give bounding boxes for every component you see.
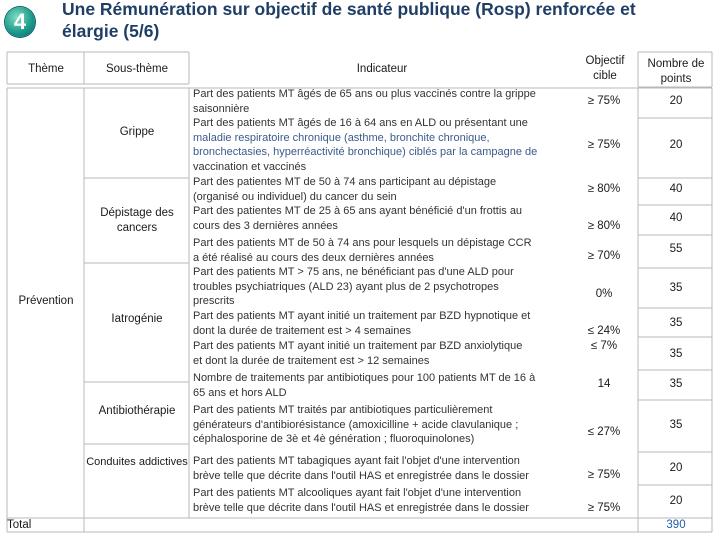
target-value: ≥ 75% (587, 95, 621, 107)
indicator-line: 65 ans et hors ALD (193, 386, 287, 399)
indicator-line: Part des patients MT > 75 ans, ne bénéficiant pas d'une ALD pour (193, 266, 514, 278)
points-value: 35 (669, 348, 683, 360)
target-value: ≥ 75% (587, 469, 621, 481)
theme-prevention: Prévention (18, 295, 74, 307)
total-label: Total (7, 519, 32, 531)
target-value: ≥ 80% (587, 183, 621, 195)
indicator-row-7 (193, 309, 571, 338)
indicator-row-8 (193, 339, 571, 368)
subtheme-grippe: Grippe (119, 126, 155, 138)
indicator-line: Part des patientes MT de 50 à 74 ans participant au dépistage (193, 176, 497, 188)
indicator-line: maladie respiratoire chronique (asthme, bronchite chronique, (193, 131, 490, 144)
target-value: ≤ 27% (587, 426, 621, 438)
target-value: 0% (595, 288, 613, 300)
indicator-line: Part des patients MT alcooliques ayant fait l'objet d'une intervention (193, 487, 522, 499)
points-value: 20 (669, 462, 683, 474)
points-value: 35 (669, 419, 683, 431)
subtheme-conduites-addictives: Conduites addictives (86, 456, 188, 468)
points-value: 55 (669, 243, 683, 255)
indicator-line: Part des patients MT âgés de 65 ans ou plus vaccinés contre la grippe (193, 88, 536, 100)
points-value: 20 (669, 95, 683, 107)
target-value: ≤ 24% (587, 325, 621, 337)
target-value: ≥ 70% (587, 250, 621, 262)
indicator-row-9 (193, 371, 571, 400)
indicator-line: prescrits (193, 295, 235, 307)
indicator-row-1 (193, 87, 571, 116)
target-value: ≤ 7% (590, 340, 618, 352)
target-value: ≥ 75% (587, 139, 621, 151)
indicator-row-2 (193, 116, 571, 174)
indicator-row-3 (193, 175, 571, 204)
header-points: Nombre de points (647, 58, 705, 85)
target-value: 14 (597, 378, 611, 390)
points-value: 35 (669, 378, 683, 390)
indicator-line: vaccination et vaccinés (193, 160, 307, 173)
target-value: ≥ 75% (587, 502, 621, 514)
indicator-line: Part des patients MT ayant initié un traitement par BZD hypnotique et (193, 310, 531, 322)
points-value: 35 (669, 282, 683, 294)
indicator-line: brève telle que décrite dans l'outil HAS et enregistrée dans le dossier (193, 501, 529, 514)
target-value: ≥ 80% (587, 220, 621, 232)
total-points: 390 (666, 519, 686, 531)
indicator-line: générateurs d'antibiorésistance (amoxicilline + acide clavulanique ; (193, 418, 519, 431)
indicator-row-6 (193, 265, 571, 309)
header-theme: Thème (28, 63, 64, 75)
indicator-line: Part des patients MT tabagiques ayant fait l'objet d'une intervention (193, 455, 520, 467)
indicator-line: Part des patientes MT de 25 à 65 ans ayant bénéficié d'un frottis au (193, 205, 523, 217)
indicator-line: saisonnière (193, 102, 250, 115)
indicator-row-12 (193, 486, 571, 515)
indicator-line: Part des patients MT âgés de 16 à 64 ans en ALD ou présentant une (193, 117, 528, 129)
slide-number-badge: 4 (5, 7, 35, 37)
indicator-line: a été réalisé au cours des deux dernières années (193, 251, 434, 264)
indicator-line: dont la durée de traitement est > 4 semaines (193, 324, 411, 337)
indicator-line: Nombre de traitements par antibiotiques pour 100 patients MT de 16 à (193, 372, 536, 384)
indicator-line: brève telle que décrite dans l'outil HAS et enregistrée dans le dossier (193, 469, 529, 482)
slide-title-line1: Une Rémunération sur objectif de santé publique (Rosp) renforcée et (62, 0, 636, 19)
indicator-line: et dont la durée de traitement est > 12 semaines (193, 354, 430, 367)
indicator-line: céphalosporine de 3è et 4è génération ; fluoroquinolones) (193, 433, 475, 445)
subtheme-depistage: Dépistage des cancers (100, 207, 174, 234)
subtheme-iatrogenie: Iatrogénie (111, 313, 163, 325)
points-value: 20 (669, 139, 683, 151)
indicator-line: Part des patients MT ayant initié un traitement par BZD anxiolytique (193, 340, 523, 352)
indicator-line: Part des patients MT traités par antibiotiques particulièrement (193, 404, 493, 416)
header-indicator: Indicateur (356, 63, 408, 75)
indicator-row-10 (193, 403, 571, 447)
points-value: 40 (669, 183, 683, 195)
indicator-line: Part des patients MT de 50 à 74 ans pour lesquels un dépistage CCR (193, 237, 532, 249)
points-value: 40 (669, 212, 683, 224)
header-target: Objectif cible (585, 55, 625, 82)
indicator-line: (organisé ou individuel) du cancer du sein (193, 190, 397, 203)
indicator-line: cours des 3 dernières années (193, 219, 338, 232)
header-subtheme: Sous-thème (105, 63, 168, 75)
indicator-row-4 (193, 204, 571, 233)
indicator-row-11 (193, 454, 571, 483)
slide-title-line2: élargie (5/6) (62, 21, 160, 41)
indicator-row-5 (193, 236, 571, 265)
points-value: 20 (669, 495, 683, 507)
points-value: 35 (669, 317, 683, 329)
indicator-line: troubles psychiatriques (ALD 23) ayant plus de 2 psychotropes (193, 280, 499, 293)
indicator-line: bronchectasies, hyperréactivité bronchique) ciblés par la campagne de (193, 146, 538, 158)
subtheme-antibiotherapie: Antibiothérapie (98, 405, 176, 417)
